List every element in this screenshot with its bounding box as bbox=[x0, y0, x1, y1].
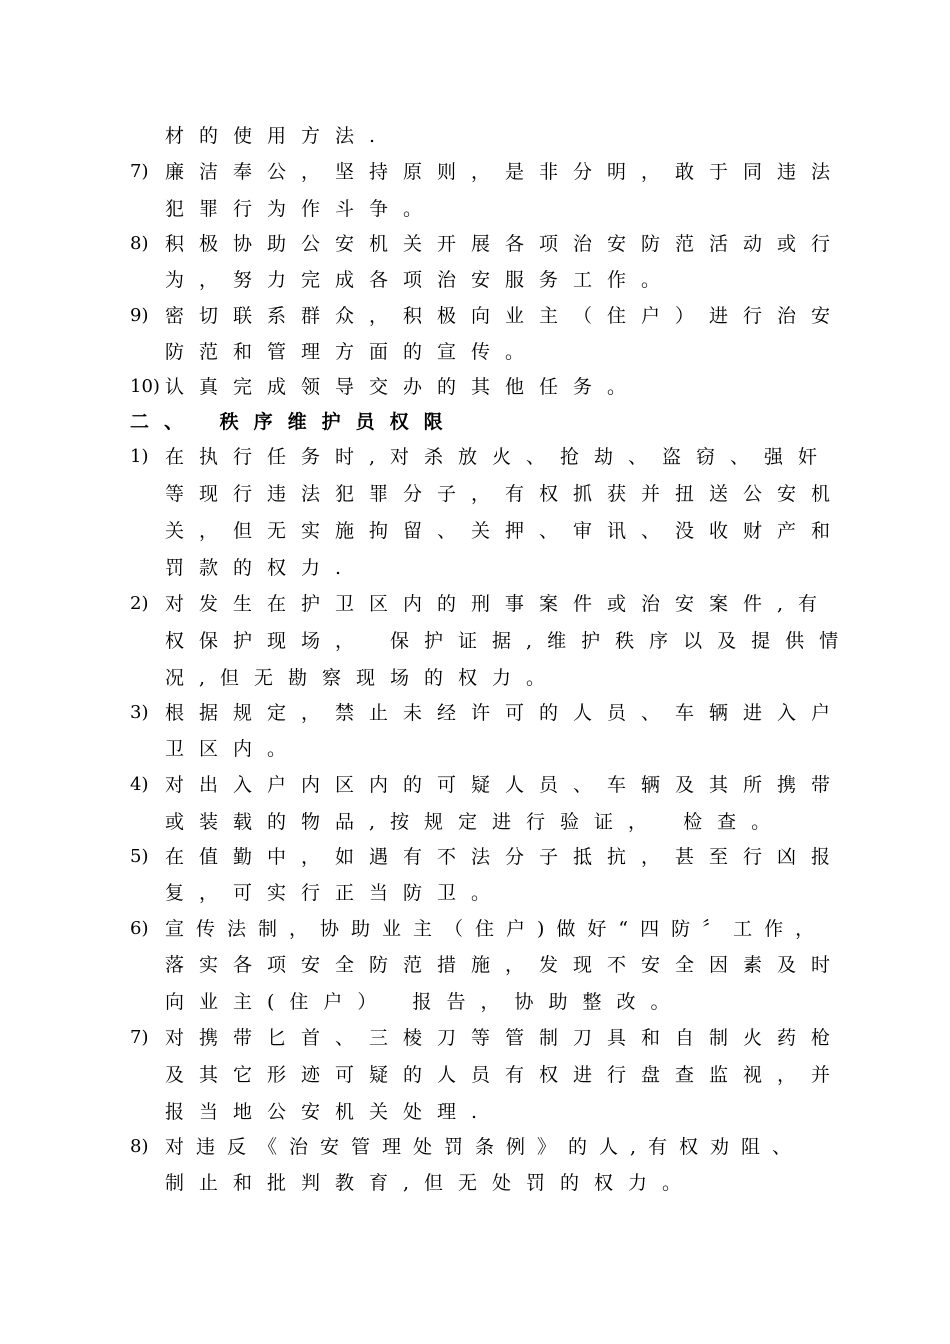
text-line: 等现行违法犯罪分子，有权抓获并扭送公安机 bbox=[165, 483, 846, 505]
item-number: 9) bbox=[130, 305, 149, 326]
text-line: 宣传法制，协助业主（住户)做好“四防〞工作， bbox=[165, 918, 827, 940]
text-line: 密切联系群众，积极向业主（住户）进行治安 bbox=[165, 305, 846, 327]
text-line: 根据规定，禁止未经许可的人员、车辆进入户 bbox=[165, 702, 846, 724]
item-number: 10) bbox=[130, 376, 160, 397]
text-line: 及其它形迹可疑的人员有权进行盘查监视，并 bbox=[165, 1064, 846, 1086]
item-number: 8) bbox=[130, 233, 149, 254]
text-line: 制止和批判教育,但无处罚的权力。 bbox=[165, 1172, 697, 1194]
text-line: 犯罪行为作斗争。 bbox=[165, 198, 438, 220]
text-line: 落实各项安全防范措施，发现不安全因素及时 bbox=[165, 954, 846, 976]
text-line: 防范和管理方面的宣传。 bbox=[165, 341, 540, 363]
text-line: 复，可实行正当防卫。 bbox=[165, 882, 506, 904]
item-number: 4) bbox=[130, 774, 149, 795]
text-line: 对发生在护卫区内的刑事案件或治安案件,有 bbox=[165, 593, 833, 615]
item-number: 1) bbox=[130, 446, 149, 467]
text-line: 在值勤中，如遇有不法分子抵抗，甚至行凶报 bbox=[165, 846, 846, 868]
item-number: 7) bbox=[130, 161, 149, 182]
text-line: 材的使用方法. bbox=[165, 125, 391, 147]
section-heading: 二、 秩序维护员权限 bbox=[130, 411, 458, 433]
text-line: 对出入户内区内的可疑人员、车辆及其所携带 bbox=[165, 774, 846, 796]
text-line: 况,但无勘察现场的权力。 bbox=[165, 667, 561, 689]
text-line: 卫区内。 bbox=[165, 738, 302, 760]
item-number: 2) bbox=[130, 593, 149, 614]
text-line: 权保护现场， 保护证据,维护秩序以及提供情 bbox=[165, 630, 854, 652]
item-number: 5) bbox=[130, 846, 149, 867]
text-line: 或装载的物品,按规定进行验证， 检查。 bbox=[165, 811, 786, 833]
text-line: 廉洁奉公，坚持原则，是非分明，敢于同违法 bbox=[165, 161, 846, 183]
item-number: 6) bbox=[130, 918, 149, 939]
text-line: 对携带匕首、三棱刀等管制刀具和自制火药枪 bbox=[165, 1027, 846, 1049]
item-number: 3) bbox=[130, 702, 149, 723]
text-line: 罚款的权力. bbox=[165, 557, 357, 579]
text-line: 向业主(住户） 报告，协助整改。 bbox=[165, 991, 685, 1013]
text-line: 认真完成领导交办的其他任务。 bbox=[165, 376, 642, 398]
text-line: 积极协助公安机关开展各项治安防范活动或行 bbox=[165, 233, 846, 255]
text-line: 关，但无实施拘留、关押、审讯、没收财产和 bbox=[165, 520, 846, 542]
text-line: 报当地公安机关处理. bbox=[165, 1101, 493, 1123]
item-number: 7) bbox=[130, 1027, 149, 1048]
text-line: 在执行任务时,对杀放火、抢劫、盗窃、强奸 bbox=[165, 446, 833, 468]
item-number: 8) bbox=[130, 1136, 149, 1157]
text-line: 对违反《治安管理处罚条例》的人,有权劝阻、 bbox=[165, 1136, 804, 1158]
text-line: 为，努力完成各项治安服务工作。 bbox=[165, 269, 676, 291]
